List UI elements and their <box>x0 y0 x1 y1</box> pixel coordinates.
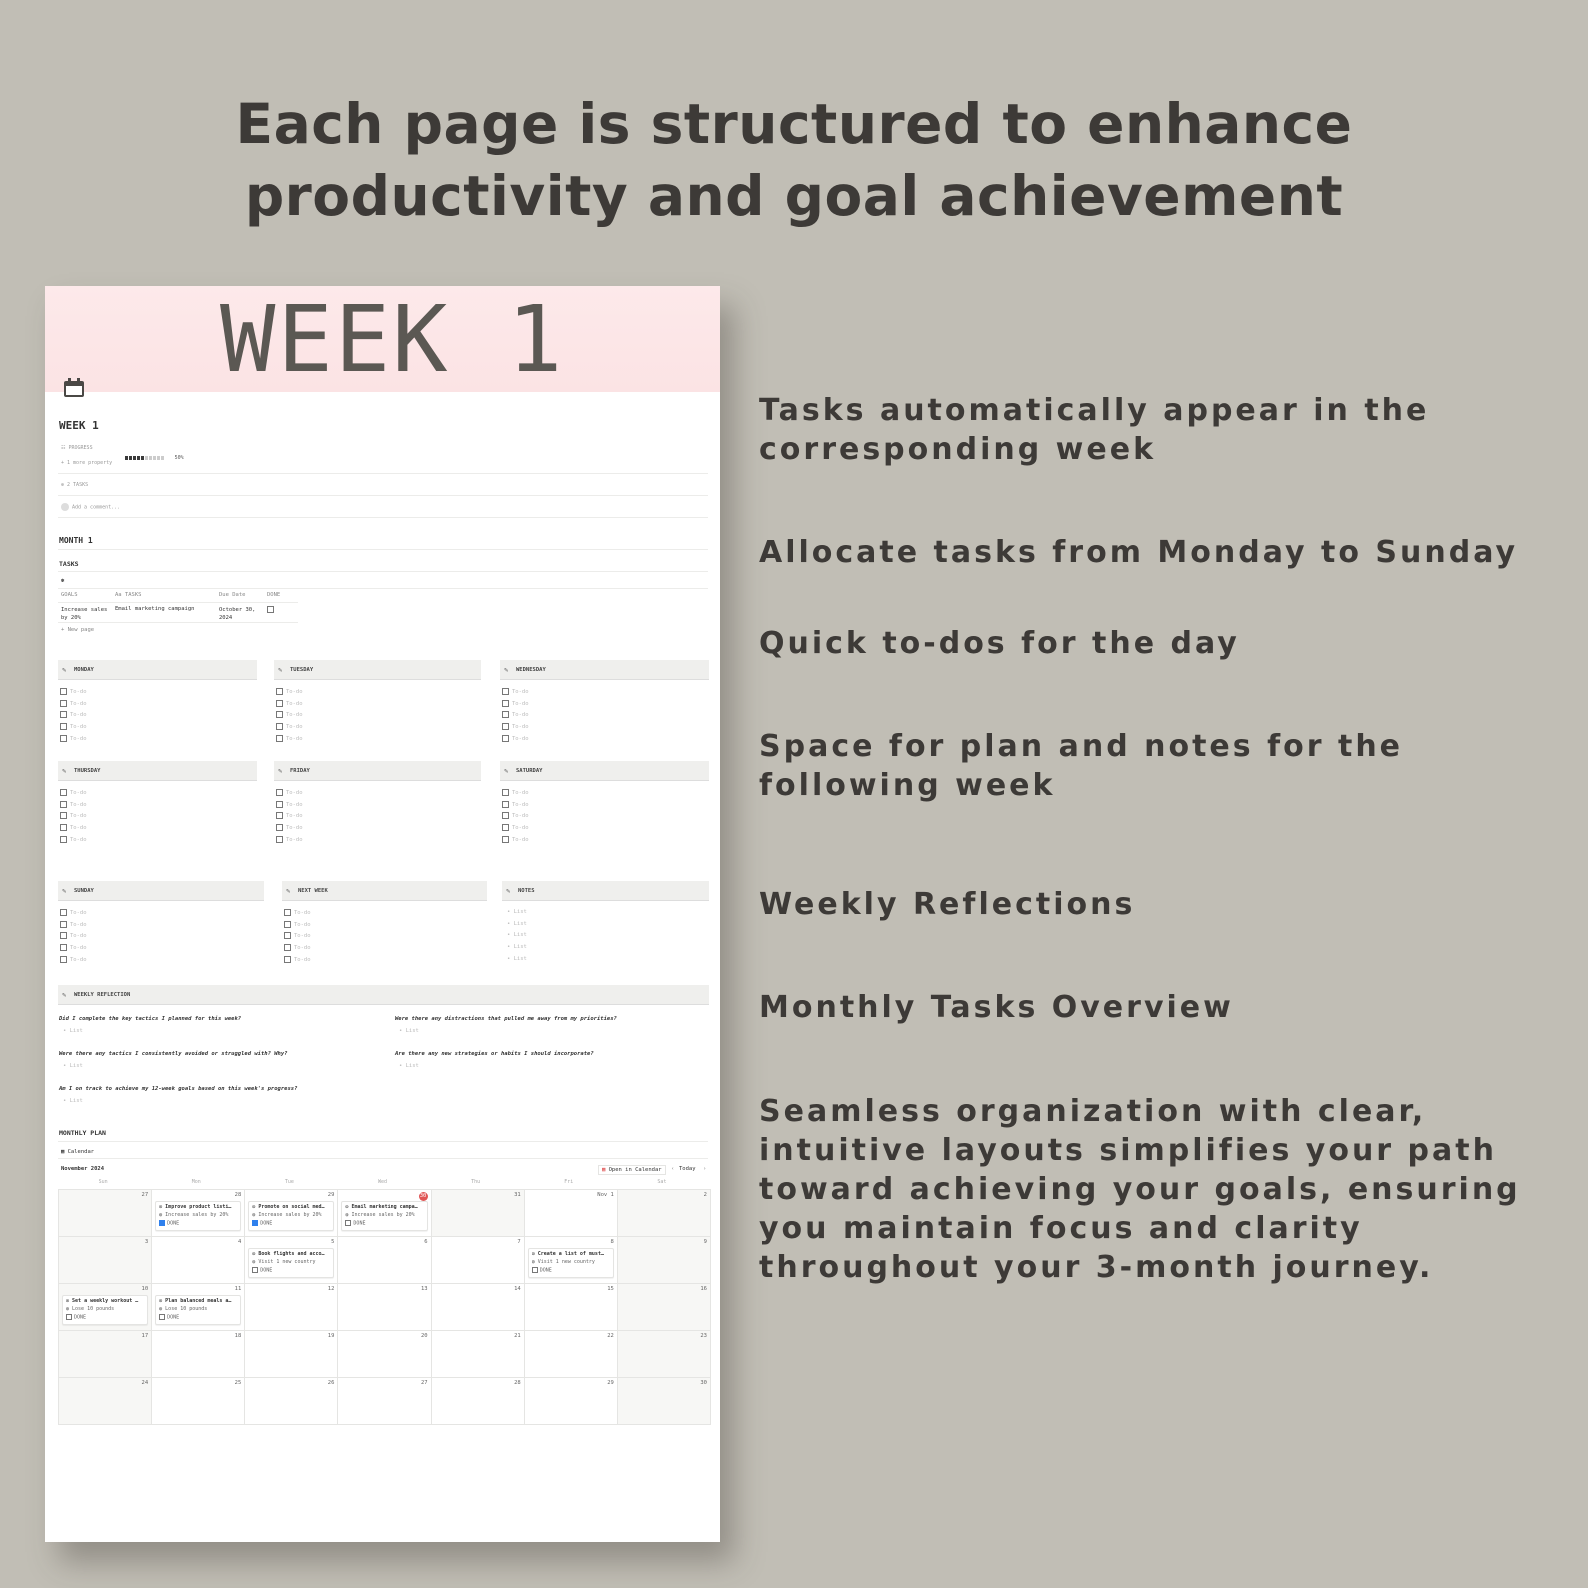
calendar-date: 6 <box>424 1239 428 1245</box>
done-checkbox[interactable] <box>159 1314 165 1320</box>
checkbox[interactable] <box>284 932 291 939</box>
calendar-day-cell[interactable] <box>245 1190 338 1237</box>
progress-segment <box>161 456 164 460</box>
calendar-date: 8 <box>610 1239 614 1245</box>
calendar-day-cell[interactable] <box>245 1378 338 1425</box>
prev-month-button[interactable]: ‹ <box>671 1166 675 1172</box>
checkbox[interactable] <box>502 723 509 730</box>
feature-item: Space for plan and notes for the following week <box>759 729 1404 803</box>
todo-item[interactable]: To-do <box>60 688 87 695</box>
todo-item[interactable]: To-do <box>60 824 87 831</box>
checkbox[interactable] <box>276 688 283 695</box>
checkbox[interactable] <box>276 824 283 831</box>
event-done: DONE <box>159 1314 237 1321</box>
done-checkbox[interactable] <box>345 1220 351 1226</box>
notes-header: ✎ NOTES <box>502 881 709 901</box>
todo-item[interactable]: To-do <box>502 723 529 730</box>
todo-item[interactable]: To-do <box>502 711 529 718</box>
event-title: ◎ Create a list of must… <box>531 1251 604 1257</box>
todo-item[interactable]: To-do <box>502 700 529 707</box>
headline-line-2: productivity and goal achievement <box>244 164 1344 228</box>
todo-item[interactable]: To-do <box>276 789 303 796</box>
todo-item[interactable]: To-do <box>502 735 529 742</box>
event-done: DONE <box>252 1267 330 1274</box>
checkbox[interactable] <box>60 932 67 939</box>
checkbox[interactable] <box>502 824 509 831</box>
tasks-count[interactable]: ⊕ 2 TASKS <box>61 482 89 488</box>
notes-list-item[interactable]: • List <box>507 944 527 951</box>
calendar-date: 29 <box>607 1380 614 1386</box>
row-goal[interactable]: Increase sales by 20% <box>61 607 108 621</box>
reflection-answer[interactable]: • List <box>399 1028 419 1034</box>
reflection-answer[interactable]: • List <box>399 1063 419 1069</box>
calendar-date: 31 <box>514 1192 521 1198</box>
checkbox[interactable] <box>60 824 67 831</box>
notes-list-item[interactable]: • List <box>507 932 527 939</box>
calendar-date: 25 <box>234 1380 242 1386</box>
progress-segment <box>125 456 128 460</box>
event-title: ◎ Book flights and acco… <box>252 1251 325 1257</box>
checkbox[interactable] <box>60 801 67 808</box>
calendar-date: 16 <box>700 1286 707 1292</box>
calendar-day-cell[interactable] <box>525 1284 618 1331</box>
checkbox[interactable] <box>60 735 67 742</box>
todo-item[interactable]: To-do <box>60 956 87 963</box>
calendar-day-cell[interactable] <box>245 1284 338 1331</box>
calendar-view-tab[interactable]: ▦ Calendar <box>61 1149 95 1155</box>
day-header-friday: ✎ FRIDAY <box>274 761 481 781</box>
calendar-date: 23 <box>700 1333 707 1339</box>
row-due: October 30, 2024 <box>219 607 256 621</box>
calendar-day-cell[interactable] <box>618 1331 711 1378</box>
event-title: ◎ Promote on social med… <box>252 1204 325 1210</box>
reflection-question: Were there any distractions that pulled me away from my priorities? <box>395 1016 617 1022</box>
checkbox[interactable] <box>502 812 509 819</box>
todo-item[interactable]: To-do <box>60 836 87 843</box>
notion-page-screenshot <box>45 286 720 1542</box>
calendar-date: 7 <box>517 1239 521 1245</box>
checkbox[interactable] <box>276 789 283 796</box>
note-icon: ✎ <box>278 666 283 674</box>
reflection-question: Are there any new strategies or habits I should incorporate? <box>395 1051 594 1057</box>
calendar-day-cell[interactable] <box>432 1378 525 1425</box>
calendar-date: 17 <box>141 1333 149 1339</box>
progress-segment <box>137 456 140 460</box>
weekday-label: Sat <box>657 1179 667 1185</box>
next-month-button[interactable]: › <box>703 1166 707 1172</box>
calendar-date: 3 <box>144 1239 149 1245</box>
calendar-date: 2 <box>703 1192 707 1198</box>
todo-item[interactable]: To-do <box>276 836 303 843</box>
calendar-date: 21 <box>514 1333 521 1339</box>
todo-item[interactable]: To-do <box>276 735 303 742</box>
calendar-date: 10 <box>141 1286 149 1292</box>
checkbox[interactable] <box>276 700 283 707</box>
calendar-day-cell[interactable] <box>245 1237 338 1284</box>
calendar-date: 11 <box>234 1286 242 1292</box>
avatar <box>61 503 69 511</box>
checkbox[interactable] <box>276 735 283 742</box>
done-checkbox[interactable] <box>252 1220 258 1226</box>
progress-label: PROGRESS <box>68 445 93 451</box>
calendar-week-row <box>59 1378 711 1425</box>
calendar-day-cell[interactable] <box>525 1237 618 1284</box>
calendar-week-row <box>59 1284 711 1331</box>
col-done[interactable]: DONE <box>267 592 281 598</box>
todo-item[interactable]: To-do <box>276 824 303 831</box>
event-title: ◎ Improve product listi… <box>159 1204 232 1210</box>
calendar-event-card[interactable] <box>248 1248 334 1278</box>
calendar-date: 24 <box>141 1380 149 1386</box>
todo-item[interactable]: To-do <box>60 801 87 808</box>
event-goal: ◍ Visit 1 new country <box>531 1259 595 1265</box>
todo-item[interactable]: To-do <box>60 789 87 796</box>
checkbox[interactable] <box>502 789 509 796</box>
checkbox[interactable] <box>60 944 67 951</box>
checkbox[interactable] <box>60 836 67 843</box>
calendar-date: 13 <box>420 1286 428 1292</box>
headline <box>0 88 1588 232</box>
calendar-day-cell[interactable] <box>338 1284 431 1331</box>
calendar-day-cell[interactable] <box>152 1378 245 1425</box>
todo-item[interactable]: To-do <box>276 711 303 718</box>
calendar-event-card[interactable] <box>341 1201 427 1231</box>
checkbox[interactable] <box>60 921 67 928</box>
calendar-day-cell[interactable] <box>59 1331 152 1378</box>
event-goal: ◍ Visit 1 new country <box>252 1259 316 1265</box>
calendar-day-cell[interactable] <box>245 1331 338 1378</box>
todo-item[interactable]: To-do <box>284 956 311 963</box>
todo-item[interactable]: To-do <box>502 836 529 843</box>
checkbox[interactable] <box>276 801 283 808</box>
cover-banner <box>45 286 720 392</box>
calendar-small-icon: ▦ <box>602 1167 606 1173</box>
todo-item[interactable]: To-do <box>276 700 303 707</box>
note-icon: ✎ <box>62 991 67 999</box>
todo-item[interactable]: To-do <box>276 801 303 808</box>
feature-item: Tasks automatically appear in the corresponding week <box>759 393 1430 467</box>
calendar-date: 5 <box>331 1239 335 1245</box>
page-title: WEEK 1 <box>59 419 99 432</box>
progress-bar <box>125 444 184 464</box>
progress-segment <box>129 456 132 460</box>
calendar-day-cell[interactable] <box>338 1378 431 1425</box>
checkbox[interactable] <box>60 789 67 796</box>
done-checkbox[interactable] <box>159 1220 165 1226</box>
todo-item[interactable]: To-do <box>276 723 303 730</box>
calendar-date: 30 <box>419 1193 427 1199</box>
tasks-heading: TASKS <box>59 560 79 568</box>
calendar-date: 20 <box>420 1333 428 1339</box>
calendar-day-cell[interactable] <box>338 1190 431 1237</box>
day-header-wednesday: ✎ WEDNESDAY <box>500 660 709 680</box>
calendar-date: 14 <box>514 1286 521 1292</box>
calendar-day-cell[interactable] <box>432 1190 525 1237</box>
calendar-day-cell[interactable] <box>152 1331 245 1378</box>
calendar-event-card[interactable] <box>528 1248 614 1278</box>
reflection-answer[interactable]: • List <box>63 1028 83 1034</box>
todo-item[interactable]: To-do <box>284 909 311 916</box>
note-icon: ✎ <box>278 767 283 775</box>
event-title: ◎ Plan balanced meals a… <box>159 1298 232 1304</box>
calendar-event-card[interactable] <box>62 1295 148 1325</box>
calendar-day-cell[interactable] <box>59 1237 152 1284</box>
day-header-tuesday: ✎ TUESDAY <box>274 660 481 680</box>
calendar-date: 30 <box>700 1380 707 1386</box>
calendar-date: 27 <box>141 1192 149 1198</box>
todo-item[interactable]: To-do <box>60 711 87 718</box>
checkbox[interactable] <box>60 956 67 963</box>
calendar-date: 4 <box>237 1239 242 1245</box>
calendar-day-cell[interactable] <box>525 1378 618 1425</box>
checkbox[interactable] <box>60 700 67 707</box>
todo-item[interactable]: To-do <box>284 932 311 939</box>
feature-item: Seamless organization with clear, intuitive layouts simplifies your path toward achieving your goals, ensuring you maintain focus and clarity throughout your 3-month journey. <box>759 1094 1521 1285</box>
progress-segment <box>141 456 144 460</box>
checkbox[interactable] <box>60 723 67 730</box>
new-page-button[interactable]: + New page <box>61 627 95 633</box>
reflection-answer[interactable]: • List <box>63 1098 83 1104</box>
note-icon: ✎ <box>62 887 67 895</box>
checkbox[interactable] <box>276 723 283 730</box>
note-icon: ✎ <box>62 767 67 775</box>
todo-item[interactable]: To-do <box>276 812 303 819</box>
done-checkbox[interactable] <box>252 1267 258 1273</box>
checkbox[interactable] <box>284 944 291 951</box>
progress-property: ☷ PROGRESS <box>61 445 93 451</box>
calendar-day-cell[interactable] <box>432 1284 525 1331</box>
calendar-date: 28 <box>514 1380 521 1386</box>
checkbox[interactable] <box>276 836 283 843</box>
calendar-day-cell[interactable] <box>338 1237 431 1284</box>
today-button[interactable]: Today <box>679 1166 696 1172</box>
calendar-week-row <box>59 1190 711 1237</box>
done-checkbox[interactable] <box>532 1267 538 1273</box>
col-goals[interactable]: GOALS <box>61 592 78 598</box>
todo-item[interactable]: To-do <box>60 700 87 707</box>
todo-item[interactable]: To-do <box>60 944 87 951</box>
todo-item[interactable]: To-do <box>284 944 311 951</box>
checkbox[interactable] <box>502 836 509 843</box>
row-done-checkbox[interactable] <box>267 606 274 613</box>
calendar-day-cell[interactable] <box>59 1378 152 1425</box>
checkbox[interactable] <box>276 812 283 819</box>
calendar-date: 18 <box>234 1333 242 1339</box>
weekday-label: Thu <box>471 1179 481 1185</box>
event-done: DONE <box>532 1267 610 1274</box>
calendar-event-card[interactable] <box>155 1295 241 1325</box>
note-icon: ✎ <box>506 887 511 895</box>
checkbox[interactable] <box>502 711 509 718</box>
progress-segment <box>145 456 148 460</box>
open-in-calendar-button[interactable]: ▦ Open in Calendar <box>598 1165 666 1175</box>
reflection-header: ✎ WEEKLY REFLECTION <box>58 985 709 1005</box>
event-done: DONE <box>66 1314 144 1321</box>
checkbox[interactable] <box>60 711 67 718</box>
progress-segment <box>153 456 156 460</box>
todo-item[interactable]: To-do <box>284 921 311 928</box>
row-task[interactable]: Email marketing campaign <box>115 606 195 612</box>
calendar-grid <box>58 1189 711 1425</box>
calendar-month-label: November 2024 <box>61 1166 105 1172</box>
calendar-day-cell[interactable] <box>152 1190 245 1237</box>
month-heading: MONTH 1 <box>59 536 93 545</box>
comment-input[interactable]: Add a comment... <box>61 503 120 511</box>
note-icon: ✎ <box>504 666 509 674</box>
calendar-day-cell[interactable] <box>152 1237 245 1284</box>
calendar-day-cell[interactable] <box>432 1237 525 1284</box>
db-view-icon[interactable]: ✽ <box>61 578 65 584</box>
calendar-day-cell[interactable] <box>618 1284 711 1331</box>
calendar-date: 27 <box>420 1380 428 1386</box>
todo-item[interactable]: To-do <box>502 801 529 808</box>
todo-item[interactable]: To-do <box>60 909 87 916</box>
todo-item[interactable]: To-do <box>502 824 529 831</box>
progress-segment <box>149 456 152 460</box>
progress-segment <box>157 456 160 460</box>
calendar-date: 19 <box>327 1333 335 1339</box>
event-goal: ◍ Lose 10 pounds <box>66 1306 115 1312</box>
calendar-week-row <box>59 1331 711 1378</box>
day-header-next-week: ✎ NEXT WEEK <box>282 881 487 901</box>
weekday-label: Wed <box>378 1179 388 1185</box>
feature-item: Monthly Tasks Overview <box>759 990 1234 1025</box>
reflection-question: Were there any tactics I consistently avoided or struggled with? Why? <box>59 1051 288 1057</box>
calendar-day-cell[interactable] <box>525 1190 618 1237</box>
feature-item: Weekly Reflections <box>759 887 1136 922</box>
notes-list-item[interactable]: • List <box>507 909 527 915</box>
more-property-link[interactable]: + 1 more property <box>61 460 113 466</box>
calendar-day-cell[interactable] <box>432 1331 525 1378</box>
calendar-day-cell[interactable] <box>59 1284 152 1331</box>
done-checkbox[interactable] <box>66 1314 72 1320</box>
note-icon: ✎ <box>62 666 67 674</box>
event-goal: ◍ Increase sales by 20% <box>252 1212 322 1218</box>
checkbox[interactable] <box>502 700 509 707</box>
calendar-event-card[interactable] <box>248 1201 334 1231</box>
weekday-label: Sun <box>98 1179 108 1185</box>
event-done: DONE <box>345 1220 423 1227</box>
notes-list-item[interactable]: • List <box>507 920 527 927</box>
reflection-question: Am I on track to achieve my 12-week goals based on this week's progress? <box>59 1086 298 1092</box>
checkbox[interactable] <box>284 921 291 928</box>
todo-item[interactable]: To-do <box>60 812 87 819</box>
checkbox[interactable] <box>60 688 67 695</box>
calendar-day-cell[interactable] <box>59 1190 152 1237</box>
day-header-monday: ✎ MONDAY <box>58 660 257 680</box>
event-title: ◎ Email marketing campa… <box>345 1204 418 1210</box>
calendar-day-cell[interactable] <box>152 1284 245 1331</box>
todo-item[interactable]: To-do <box>502 789 529 796</box>
calendar-date: 15 <box>607 1286 614 1292</box>
todo-item[interactable]: To-do <box>60 921 87 928</box>
progress-value: 50% <box>174 455 184 461</box>
calendar-date: 26 <box>327 1380 335 1386</box>
reflection-question: Did I complete the key tactics I planned for this week? <box>59 1016 242 1022</box>
checkbox[interactable] <box>60 909 67 916</box>
calendar-day-cell[interactable] <box>525 1331 618 1378</box>
checkbox[interactable] <box>502 801 509 808</box>
calendar-day-cell[interactable] <box>618 1190 711 1237</box>
headline-line-1: Each page is structured to enhance <box>235 92 1353 156</box>
day-header-thursday: ✎ THURSDAY <box>58 761 257 781</box>
calendar-date: 28 <box>234 1192 242 1198</box>
todo-item[interactable]: To-do <box>60 735 87 742</box>
weekday-label: Tue <box>284 1179 294 1185</box>
day-header-saturday: ✎ SATURDAY <box>500 761 709 781</box>
calendar-icon <box>63 378 85 398</box>
weekday-label: Fri <box>564 1179 574 1185</box>
feature-item: Allocate tasks from Monday to Sunday <box>759 535 1519 570</box>
calendar-date: 29 <box>327 1192 335 1198</box>
checkbox[interactable] <box>276 711 283 718</box>
calendar-date: 9 <box>703 1239 707 1245</box>
todo-item[interactable]: To-do <box>502 812 529 819</box>
checkbox[interactable] <box>284 956 291 963</box>
todo-item[interactable]: To-do <box>60 723 87 730</box>
col-due-date[interactable]: Due Date <box>219 592 246 598</box>
note-icon: ✎ <box>504 767 509 775</box>
calendar-date: 12 <box>327 1286 335 1292</box>
event-goal: ◍ Increase sales by 20% <box>345 1212 415 1218</box>
calendar-day-cell[interactable] <box>618 1378 711 1425</box>
checkbox[interactable] <box>60 812 67 819</box>
progress-segment <box>133 456 136 460</box>
calendar-event-card[interactable] <box>155 1201 241 1231</box>
checkbox[interactable] <box>502 735 509 742</box>
event-done: DONE <box>252 1220 330 1227</box>
col-tasks[interactable]: Aa TASKS <box>115 592 142 598</box>
day-header-sunday: ✎ SUNDAY <box>58 881 264 901</box>
feature-item: Quick to-dos for the day <box>759 626 1240 661</box>
cover-title: WEEK 1 <box>220 286 565 393</box>
reflection-answer[interactable]: • List <box>63 1063 83 1069</box>
event-goal: ◍ Lose 10 pounds <box>159 1306 208 1312</box>
note-icon: ✎ <box>286 887 291 895</box>
checkbox[interactable] <box>284 909 291 916</box>
weekday-label: Mon <box>191 1179 201 1185</box>
calendar-date: 22 <box>607 1333 614 1339</box>
calendar-day-cell[interactable] <box>618 1237 711 1284</box>
event-goal: ◍ Increase sales by 20% <box>159 1212 229 1218</box>
checkbox[interactable] <box>502 688 509 695</box>
calendar-day-cell[interactable] <box>338 1331 431 1378</box>
todo-item[interactable]: To-do <box>276 688 303 695</box>
event-title: ◎ Set a weekly workout … <box>66 1298 139 1304</box>
calendar-week-row <box>59 1237 711 1284</box>
todo-item[interactable]: To-do <box>502 688 529 695</box>
notes-list-item[interactable]: • List <box>507 955 527 962</box>
todo-item[interactable]: To-do <box>60 932 87 939</box>
calendar-date: Nov 1 <box>597 1192 614 1198</box>
event-done: DONE <box>159 1220 237 1227</box>
monthly-plan-heading: MONTHLY PLAN <box>59 1129 106 1137</box>
